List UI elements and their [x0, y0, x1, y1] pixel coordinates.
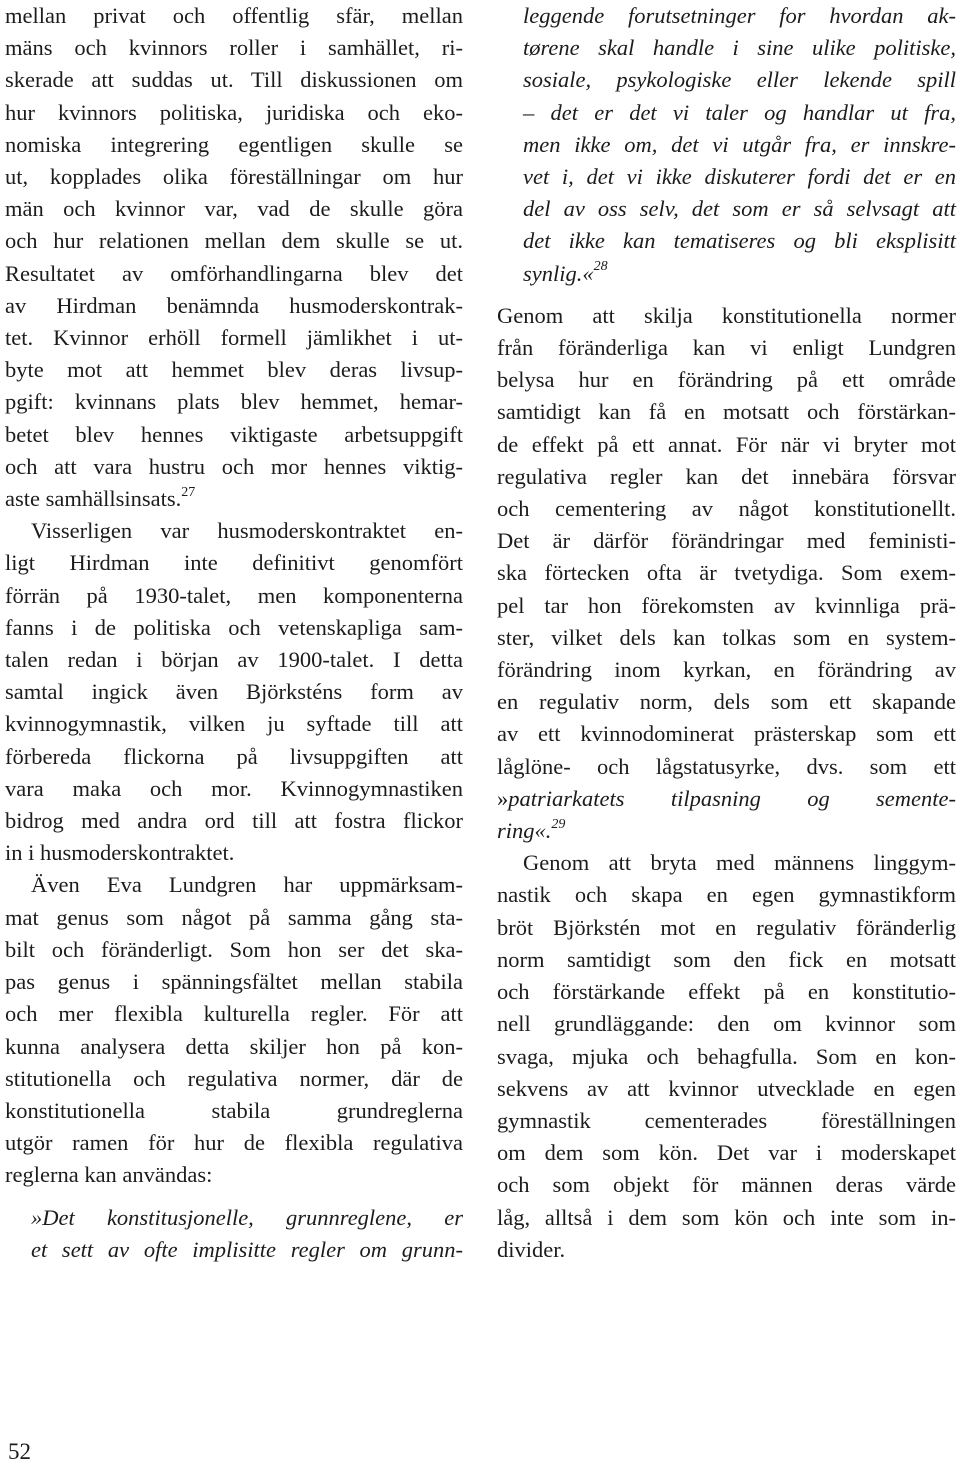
footnote-marker: 27 [181, 484, 196, 500]
line-text: synlig.« [523, 260, 594, 286]
text-line [5, 322, 463, 354]
text-line [497, 1169, 956, 1201]
line-text: pas genus i spänningsfältet mellan stabila [5, 969, 463, 995]
text-line [497, 258, 956, 290]
paragraph-gap [497, 290, 956, 300]
line-text: hur kvinnors politiska, juridiska och eko- [5, 99, 463, 125]
line-text: förrän på 1930-talet, men komponenterna [5, 582, 463, 608]
line-text: Det är därför förändringar med feministi- [497, 528, 956, 554]
line-text: och hur relationen mellan dem skulle se ut. [5, 228, 463, 254]
text-line [497, 1041, 956, 1073]
line-text: norm samtidigt som den fick en motsatt [497, 946, 956, 972]
line-text: talen redan i början av 1900-talet. I detta [5, 647, 463, 673]
text-line [5, 354, 463, 386]
text-line [497, 1073, 956, 1105]
line-text: Genom att bryta med männens linggym- [523, 850, 956, 876]
line-text: mat genus som något på samma gång sta- [5, 904, 463, 930]
line-text: belysa hur en förändring på ett område [497, 367, 956, 393]
line-text: sekvens av att kvinnor utvecklade en egen [497, 1075, 956, 1101]
line-text: regulativa regler kan det innebära försvar [497, 463, 956, 489]
text-line [5, 1095, 463, 1127]
text-line [5, 0, 463, 32]
text-line [5, 386, 463, 418]
line-text: fanns i de politiska och vetenskapliga sam- [5, 614, 463, 640]
line-text: samtidigt kan få en motsatt och förstärkan- [497, 399, 956, 425]
line-text: pgift: kvinnans plats blev hemmet, hemar- [5, 389, 463, 415]
page-number: 52 [8, 1439, 31, 1464]
text-line [5, 515, 463, 547]
line-text: och som objekt för männen deras värde [497, 1172, 956, 1198]
line-text: och cementering av något konstitutionellt. [497, 496, 956, 522]
text-line [5, 97, 463, 129]
line-text: nastik och skapa en egen gymnastikform [497, 882, 956, 908]
text-line [497, 493, 956, 525]
text-line [497, 300, 956, 332]
text-line [497, 193, 956, 225]
line-text: ster, vilket dels kan tolkas som en system- [497, 624, 956, 650]
text-line [5, 419, 463, 451]
paragraph-gap [5, 1192, 463, 1202]
footnote-marker: 28 [593, 259, 608, 275]
line-text: från föränderliga kan vi enligt Lundgren [497, 335, 956, 361]
line-text: bröt Björkstén mot en regulativ föränderlig [497, 914, 956, 940]
text-line [5, 1127, 463, 1159]
line-text: reglerna kan användas: [5, 1162, 213, 1188]
text-line [5, 290, 463, 322]
text-line [5, 1063, 463, 1095]
line-text: in i husmoderskontraktet. [5, 840, 235, 866]
line-text: »Det konstitusjonelle, grunnreglene, er [31, 1204, 463, 1230]
text-line [497, 590, 956, 622]
text-line [5, 32, 463, 64]
text-line [5, 741, 463, 773]
line-text: Genom att skilja konstitutionella normer [497, 302, 956, 328]
text-line [497, 976, 956, 1008]
text-line [497, 1008, 956, 1040]
line-text: divider. [497, 1236, 566, 1262]
line-text: det ikke kan tematiseres og bli eksplisitt [523, 228, 956, 254]
text-line [5, 805, 463, 837]
line-text: del av oss selv, det som er så selvsagt att [523, 196, 956, 222]
line-text: samtal ingick även Björksténs form av [5, 679, 463, 705]
line-text: svaga, mjuka och behagfulla. Som en kon- [497, 1043, 956, 1069]
text-line [5, 902, 463, 934]
line-text: aste samhällsinsats. [5, 486, 182, 512]
line-text: ring«. [497, 818, 552, 844]
text-line [5, 580, 463, 612]
text-line [5, 1234, 463, 1266]
line-text: pel tar hon förekomsten av kvinnliga prä- [497, 592, 956, 618]
text-line [497, 686, 956, 718]
line-text: byte mot att hemmet blev deras livsup- [5, 357, 463, 383]
text-line [5, 966, 463, 998]
text-line [5, 676, 463, 708]
text-line [497, 912, 956, 944]
text-line [497, 1202, 956, 1234]
text-line [5, 64, 463, 96]
line-text: mäns och kvinnors roller i samhället, ri- [5, 35, 463, 61]
text-line [5, 193, 463, 225]
line-text: ska förtecken ofta är tvetydiga. Som exem- [497, 560, 956, 586]
line-text: Visserligen var husmoderskontraktet en- [31, 518, 463, 544]
text-line [497, 1105, 956, 1137]
line-text: Resultatet av omförhandlingarna blev det [5, 260, 463, 286]
line-text: bilt och föränderligt. Som hon ser det ska- [5, 936, 463, 962]
line-text: om dem som kön. Det var i moderskapet [497, 1140, 956, 1166]
text-line [497, 557, 956, 589]
text-line [5, 773, 463, 805]
text-line [5, 644, 463, 676]
line-text: tet. Kvinnor erhöll formell jämlikhet i ut- [5, 325, 463, 351]
line-text: tørene skal handle i sine ulike politiske, [523, 35, 956, 61]
line-text: och att vara hustru och mor hennes viktig- [5, 453, 463, 479]
line-text: men ikke om, det vi utgår fra, er innskre- [523, 131, 956, 157]
text-line [497, 32, 956, 64]
line-text: nell grundläggande: den om kvinnor som [497, 1011, 956, 1037]
line-text: mellan privat och offentlig sfär, mellan [5, 3, 463, 28]
text-line [5, 225, 463, 257]
text-line [497, 847, 956, 879]
line-text: de effekt på ett annat. För när vi bryter mot [497, 431, 956, 457]
line-text: nomiska integrering egentligen skulle se [5, 131, 463, 157]
text-line [497, 525, 956, 557]
line-text: låg, alltså i dem som kön och inte som in- [497, 1204, 956, 1230]
text-line [5, 869, 463, 901]
line-text: stitutionella och regulativa normer, där de [5, 1065, 463, 1091]
text-line [5, 1159, 463, 1191]
line-text: konstitutionella stabila grundreglerna [5, 1097, 463, 1123]
line-text: kvinnogymnastik, vilken ju syftade till att [5, 711, 463, 737]
line-text: kunna analysera detta skiljer hon på kon- [5, 1033, 463, 1059]
text-line [5, 547, 463, 579]
text-line [5, 1202, 463, 1234]
line-text: förbereda flickorna på livsuppgiften att [5, 743, 463, 769]
text-line [497, 1234, 956, 1266]
line-text: förändring inom kyrkan, en förändring av [497, 657, 956, 683]
line-text: gymnastik cementerades föreställningen [497, 1107, 956, 1133]
text-line [497, 718, 956, 750]
left-column [5, 0, 463, 1266]
line-text: och mer flexibla kulturella regler. För att [5, 1001, 463, 1027]
line-text: av ett kvinnodominerat prästerskap som ett [497, 721, 956, 747]
line-text: leggende forutsetninger for hvordan ak- [523, 3, 956, 28]
text-line [5, 161, 463, 193]
text-line [497, 1137, 956, 1169]
text-line [497, 129, 956, 161]
text-line [497, 64, 956, 96]
line-text: skerade att suddas ut. Till diskussionen om [5, 67, 463, 93]
text-line [497, 944, 956, 976]
text-line [5, 483, 463, 515]
text-line [5, 612, 463, 644]
text-line [497, 161, 956, 193]
text-line [5, 837, 463, 869]
text-line [497, 622, 956, 654]
text-line [497, 364, 956, 396]
line-text: betet blev hennes viktigaste arbetsuppgift [5, 421, 463, 447]
text-line [497, 751, 956, 783]
line-text: sosiale, psykologiske eller lekende spill [523, 67, 956, 93]
italic-text: patriarkatets tilpasning og semente- [508, 785, 956, 811]
quote-mark: » [497, 785, 509, 811]
line-text: vara maka och mor. Kvinnogymnastiken [5, 775, 463, 801]
text-line [5, 934, 463, 966]
text-line [5, 451, 463, 483]
text-line [497, 654, 956, 686]
footnote-marker: 29 [551, 816, 566, 832]
text-line [5, 129, 463, 161]
text-line [497, 815, 956, 847]
text-line [497, 0, 956, 32]
line-text: – det er det vi taler og handlar ut fra, [523, 99, 956, 125]
line-text: och förstärkande effekt på en konstitutio- [497, 979, 956, 1005]
line-text: låglöne- och lågstatusyrke, dvs. som ett [497, 753, 956, 779]
text-line [497, 783, 956, 815]
text-line [5, 708, 463, 740]
text-line [497, 461, 956, 493]
line-text: et sett av ofte implisitte regler om grunn- [31, 1236, 463, 1262]
text-line [5, 1031, 463, 1063]
line-text: ut, kopplades olika föreställningar om hur [5, 164, 463, 190]
line-text: män och kvinnor var, vad de skulle göra [5, 196, 463, 222]
text-line [497, 97, 956, 129]
text-line [5, 258, 463, 290]
line-text: bidrog med andra ord till att fostra flickor [5, 808, 463, 834]
text-line [5, 998, 463, 1030]
line-text: en regulativ norm, dels som ett skapande [497, 689, 956, 715]
line-text: utgör ramen för hur de flexibla regulativa [5, 1130, 463, 1156]
right-column [497, 0, 956, 1266]
text-line [497, 396, 956, 428]
text-line [497, 879, 956, 911]
text-line [497, 429, 956, 461]
line-text: Även Eva Lundgren har uppmärksam- [31, 872, 463, 898]
line-text: av Hirdman benämnda husmoderskontrak- [5, 292, 463, 318]
line-text: vet i, det vi ikke diskuterer fordi det er en [523, 164, 956, 190]
text-line [497, 332, 956, 364]
text-line [497, 225, 956, 257]
line-text: ligt Hirdman inte definitivt genomfört [5, 550, 463, 576]
